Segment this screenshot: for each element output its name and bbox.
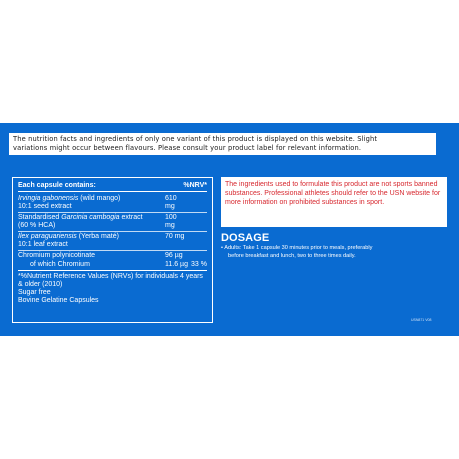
ingredient-extract: 10:1 seed extract (18, 203, 72, 210)
ingredient-amount: 70 mg (165, 233, 185, 240)
capsule-type-label: Bovine Gelatine Capsules (18, 297, 99, 304)
facts-row-chromium-sub (18, 261, 207, 271)
ingredient-latin-name: Irvingia gabonensis (18, 195, 79, 202)
ingredient-prefix: Standardised (18, 214, 62, 221)
facts-header (18, 182, 207, 192)
ingredient-extract: (60 % HCA) (18, 222, 56, 229)
ingredient-nrv (189, 214, 207, 230)
facts-row-irvingia (18, 194, 207, 213)
dosage-line-2: before breakfast and lunch, two to three times daily. (228, 252, 356, 259)
nrv-footnote: *%Nutrient Reference Values (NRVs) for individuals 4 years & older (2010) (18, 273, 203, 288)
nutrition-facts-table (12, 177, 213, 323)
chromium-amount: 96 µg (165, 252, 183, 259)
facts-row-garcinia (18, 213, 207, 232)
chromium-name: Chromium polynicotinate (18, 252, 96, 259)
ingredient-suffix: extract (119, 214, 143, 221)
facts-header-label: Each capsule contains: (18, 182, 96, 189)
ingredient-extract: 10:1 leaf extract (18, 241, 68, 248)
facts-row-chromium (18, 251, 207, 261)
chromium-sub-amount: 11.6 µg (165, 261, 188, 268)
ingredient-latin-name: Ilex paraguariensis (18, 233, 77, 240)
ingredient-unit: mg (165, 203, 175, 210)
facts-row-ilex (18, 232, 207, 251)
ingredient-amount: 610 (165, 195, 177, 202)
chromium-sub-name: of which Chromium (30, 261, 90, 268)
dosage-instructions (221, 245, 441, 260)
notice-line-2: variations might occur between flavours. Please consult your product label for relevant information. (13, 144, 362, 153)
banned-substances-warning: The ingredients used to formulate this product are not sports banned substances. Professional athletes should refer to the USN website for more information on prohibited substances in sport. (221, 177, 447, 227)
ingredient-nrv (189, 195, 207, 211)
facts-header-nrv: %NRV* (183, 182, 207, 189)
ingredient-common-name: (Yerba maté) (76, 233, 119, 240)
ingredient-common-name: (wild mango) (78, 195, 121, 202)
variant-notice (9, 133, 436, 155)
product-code: USN871 V08 (411, 318, 432, 322)
ingredient-amount: 100 (165, 214, 177, 221)
ingredient-latin-name: Garcinia cambogia (61, 214, 120, 221)
ingredient-unit: mg (165, 222, 175, 229)
dosage-line-1: Adults: Take 1 capsule 30 minutes prior to meals, preferably (224, 245, 373, 251)
sugar-free-label: Sugar free (18, 289, 51, 296)
chromium-sub-nrv: 33 % (191, 261, 207, 268)
dosage-title: DOSAGE (221, 232, 270, 244)
ingredient-nrv (189, 233, 207, 249)
notice-line-1: The nutrition facts and ingredients of only one variant of this product is displayed on this website. Slight (13, 135, 378, 143)
bullet-icon: • (221, 245, 223, 251)
